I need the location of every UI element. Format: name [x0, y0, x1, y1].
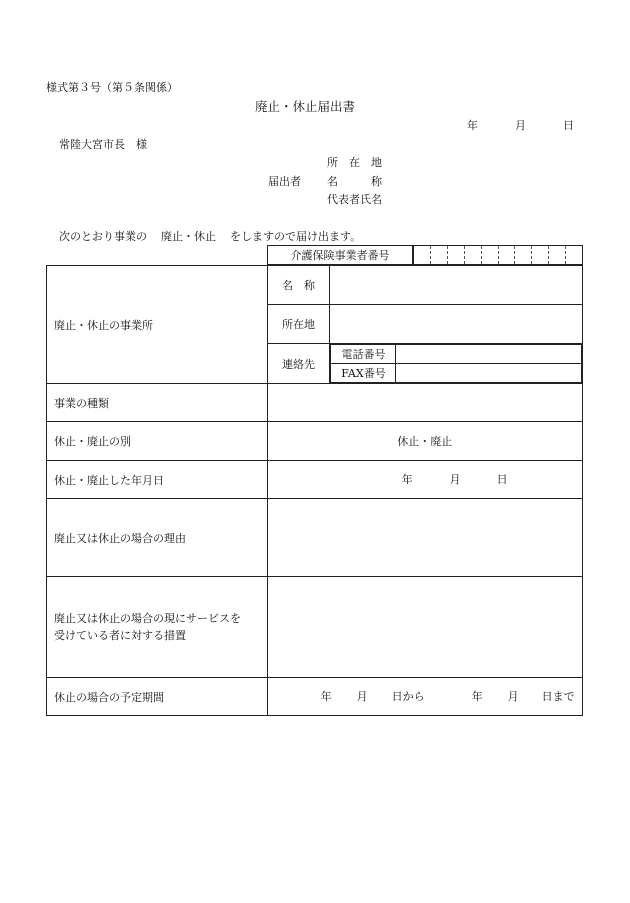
digit-box — [565, 246, 582, 264]
date-day: 日 — [563, 119, 574, 132]
field-date-day: 日 — [496, 472, 508, 486]
field-date-year: 年 — [401, 472, 413, 486]
phone-field[interactable] — [396, 345, 582, 364]
form-number: 様式第３号（第５条関係） — [46, 81, 178, 94]
digit-box — [514, 246, 531, 264]
digit-box — [447, 246, 464, 264]
applicant-representative-label: 代表者氏名 — [327, 193, 382, 206]
measures-label-line2: 受けている者に対する措置 — [54, 629, 186, 642]
statement — [59, 231, 361, 242]
applicant-address-label: 所 在 地 — [327, 156, 382, 169]
statement-post: をしますので届け出ます。 — [230, 230, 362, 243]
phone-label: 電話番号 — [331, 345, 396, 364]
date-year: 年 — [467, 119, 478, 132]
insurer-number-label: 介護保険事業者番号 — [268, 246, 413, 265]
fax-label: FAX番号 — [331, 364, 396, 383]
period-from-month: 月 — [356, 689, 368, 703]
applicant-name-label: 名 称 — [327, 175, 382, 188]
digit-box — [413, 246, 430, 264]
fax-field[interactable] — [396, 364, 582, 383]
digit-box — [430, 246, 447, 264]
period-to-year: 年 — [471, 689, 483, 703]
period-to-day: 日まで — [541, 689, 575, 703]
measures-label — [47, 577, 268, 678]
reason-label: 廃止又は休止の場合の理由 — [47, 499, 268, 577]
date-label: 休止・廃止した年月日 — [47, 461, 268, 499]
page-title: 廃止・休止届出書 — [255, 99, 356, 114]
date-field[interactable] — [267, 461, 582, 499]
insurer-number-row — [267, 245, 583, 265]
applicant-label: 届出者 — [268, 175, 301, 188]
addressee: 常陸大宮市長 様 — [59, 138, 147, 151]
digit-box — [498, 246, 515, 264]
digit-box — [464, 246, 481, 264]
digit-box — [481, 246, 498, 264]
digit-box — [531, 246, 548, 264]
period-from-day: 日から — [391, 689, 425, 703]
business-type-label: 事業の種類 — [47, 384, 268, 422]
statement-pre: 次のとおり事業の — [59, 230, 147, 243]
insurer-number-field[interactable] — [413, 246, 583, 265]
measures-label-line1: 廃止又は休止の場合の現にサービスを — [54, 611, 241, 625]
distinction-value: 休止・廃止 — [397, 435, 453, 448]
contact-label: 連絡先 — [267, 344, 330, 384]
business-type-field[interactable] — [267, 384, 582, 422]
field-date-month: 月 — [449, 472, 461, 486]
measures-field[interactable] — [267, 577, 582, 678]
period-from-year: 年 — [320, 689, 332, 703]
office-label: 廃止・休止の事業所 — [47, 266, 268, 384]
distinction-label: 休止・廃止の別 — [47, 422, 268, 461]
statement-choice: 廃止・休止 — [161, 230, 216, 243]
period-label: 休止の場合の予定期間 — [47, 678, 268, 716]
period-field[interactable] — [267, 678, 582, 716]
date-month: 月 — [515, 119, 526, 132]
reason-field[interactable] — [267, 499, 582, 577]
distinction-field[interactable] — [267, 422, 582, 461]
office-name-field[interactable] — [330, 266, 583, 305]
office-address-label: 所在地 — [267, 305, 330, 344]
office-name-label: 名 称 — [267, 266, 330, 305]
contact-cell — [330, 344, 583, 384]
period-to-month: 月 — [507, 689, 519, 703]
office-address-field[interactable] — [330, 305, 583, 344]
digit-box — [548, 246, 565, 264]
notification-form — [46, 265, 583, 716]
